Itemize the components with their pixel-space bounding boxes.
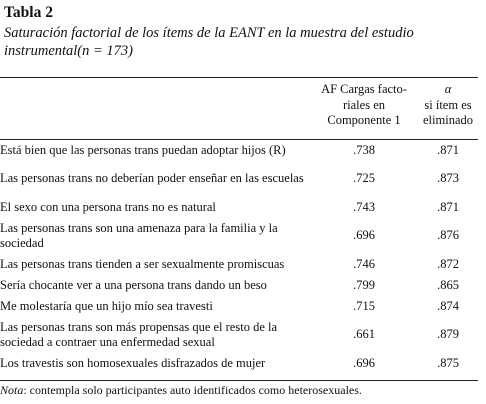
header-alpha	[418, 82, 478, 129]
table-row	[0, 197, 478, 218]
item-text: Me molestaría que un hijo mío sea travesti	[0, 298, 213, 313]
table-note	[0, 383, 362, 398]
table-container	[4, 3, 482, 60]
top-rule	[0, 77, 478, 78]
item-text: Sería chocante ver a una persona trans dando un beso	[0, 277, 267, 292]
header-af-line2: riales en	[343, 97, 385, 112]
item-text: Las personas trans no deberían poder enseñar en las escuelas	[0, 171, 304, 186]
af-value: .696	[353, 355, 375, 370]
header-af-line3: Componente 1	[327, 113, 401, 127]
table-caption: Saturación factorial de los ítems de la EANT en la muestra del estudio instrumental(n = 173)	[4, 25, 414, 59]
alpha-value: .871	[437, 142, 459, 157]
table-row	[0, 140, 478, 161]
alpha-value: .865	[437, 277, 459, 292]
af-value: .746	[353, 256, 375, 271]
item-text: Los travestis son homosexuales disfrazados de mujer	[0, 355, 266, 370]
af-value: .743	[353, 199, 375, 214]
header-af-line1: AF Cargas facto-	[321, 82, 407, 96]
af-value: .715	[353, 298, 375, 313]
item-text: El sexo con una persona trans no es natural	[0, 199, 216, 214]
alpha-value: .876	[437, 228, 459, 243]
table-row	[0, 218, 478, 254]
header-af	[314, 82, 414, 129]
af-value: .696	[353, 228, 375, 243]
header-alpha-line3: eliminado	[423, 113, 473, 127]
table-header	[0, 82, 478, 136]
alpha-value: .871	[437, 199, 459, 214]
table-row	[0, 296, 478, 317]
af-value: .738	[353, 142, 375, 157]
bottom-rule	[0, 380, 478, 381]
table-body	[0, 140, 478, 374]
header-alpha-symbol: α	[444, 82, 452, 96]
header-alpha-line2: si ítem es	[424, 97, 472, 112]
af-value: .799	[353, 277, 375, 292]
item-text: Está bien que las personas trans puedan adoptar hijos (R)	[0, 142, 286, 157]
item-text: Las personas trans son más propensas que el resto de la sociedad a contraer una enfermedad sexual	[0, 319, 278, 349]
note-text: : contempla solo participantes auto identificados como heterosexuales.	[23, 383, 362, 397]
alpha-value: .879	[437, 327, 459, 342]
af-value: .725	[353, 171, 375, 186]
alpha-value: .874	[437, 298, 459, 313]
table-row	[0, 275, 478, 296]
alpha-value: .872	[437, 256, 459, 271]
table-row	[0, 254, 478, 275]
alpha-value: .875	[437, 355, 459, 370]
table-label: Tabla 2	[4, 4, 53, 21]
table-row	[0, 161, 478, 197]
af-value: .661	[353, 327, 375, 342]
note-label: Nota	[0, 383, 24, 397]
alpha-value: .873	[437, 171, 459, 186]
item-text: Las personas trans tienden a ser sexualmente promiscuas	[0, 256, 285, 271]
table-row	[0, 317, 478, 353]
item-text: Las personas trans son una amenaza para la familia y la sociedad	[0, 220, 278, 250]
table-row	[0, 353, 478, 374]
